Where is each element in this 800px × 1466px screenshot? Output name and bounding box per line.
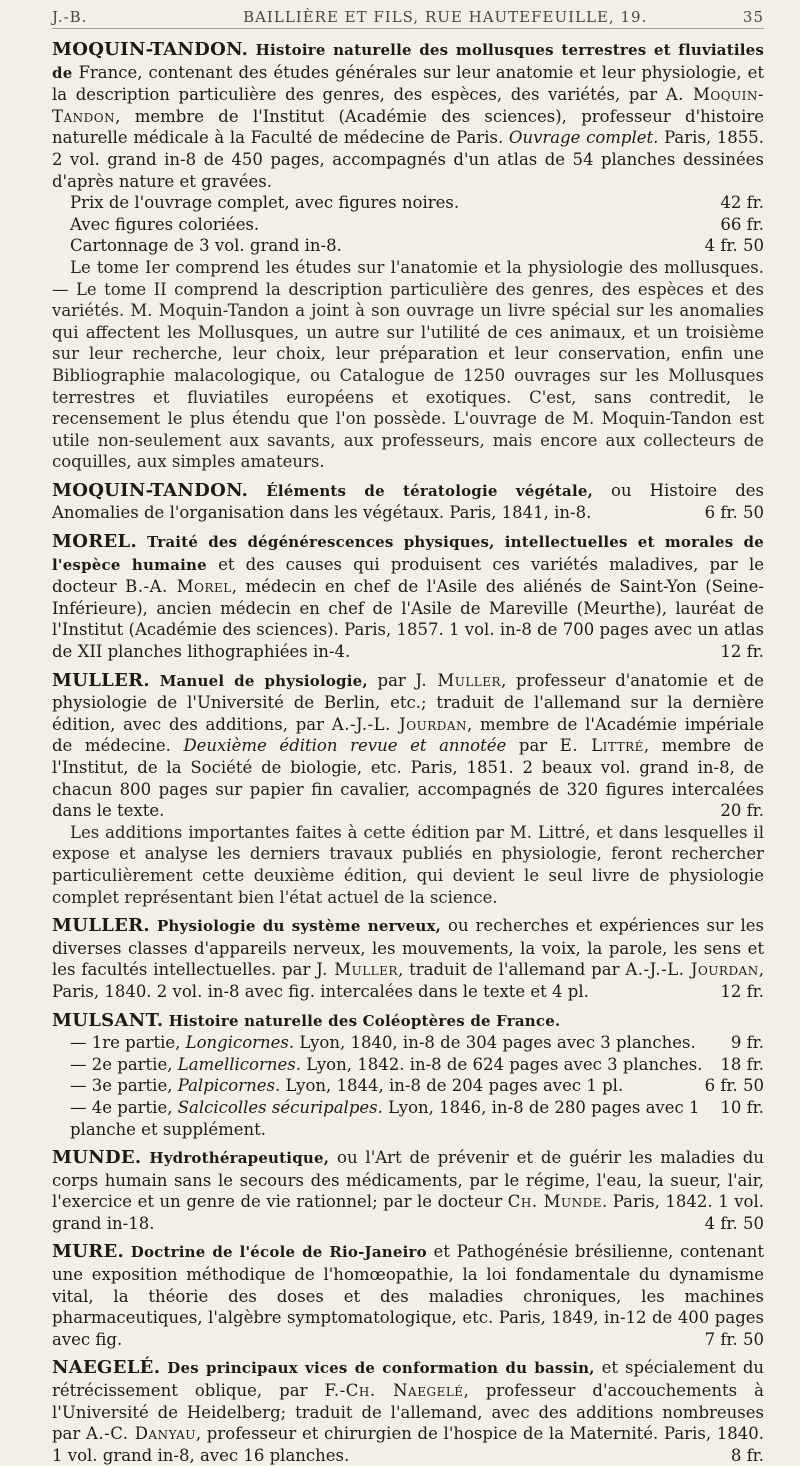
entry-body-5: , membre de l'Institut, de la Société de biologie, etc. Paris, 1851. 2 beaux vol. grand in-8, de chacun 800 pages sur papier fin cavalier, accompagnés de 320 figures intercalées dans le texte.	[52, 736, 764, 821]
entry-text	[52, 1147, 764, 1234]
entry-body-3: , membre de l'Académie impériale de médecine.	[52, 714, 765, 756]
volume-price: 6 fr. 50	[704, 1076, 764, 1096]
author-name: MOQUIN-TANDON.	[52, 479, 249, 501]
entry-body: ou recherches et expériences sur les diverses classes d'appareils nerveux, les mouvements, la voix, la parole, les sens et les facultés intellectuelles. par	[52, 916, 764, 980]
price-row	[52, 214, 764, 236]
volume-part: partie,	[125, 1033, 181, 1053]
entry-work-type: Ouvrage complet.	[508, 128, 659, 148]
header-title: BAILLIÈRE ET FILS, RUE HAUTEFEUILLE, 19.	[243, 8, 648, 26]
price-amount: 66 fr.	[720, 214, 764, 234]
entry-body-2: , traduit de l'allemand par	[397, 960, 620, 980]
volume-ordinal: 3e	[91, 1076, 113, 1096]
price-row	[52, 235, 764, 257]
catalogue-entry	[52, 1010, 764, 1141]
volume-row	[52, 1075, 764, 1097]
author-name: MULSANT.	[52, 1009, 164, 1031]
entry-body: et spécialement du rétrécissement oblique, par	[52, 1358, 765, 1401]
entry-note: Les additions importantes faites à cette édition par M. Littré, et dans lesquelles il expose et analyse les derniers travaux publiés en physiologie, feront rechercher particulièrement cette deuxième édition, qui devient le seul livre de physiologie complet représentant bien l'état actuel de la science.	[52, 822, 764, 907]
author-name: MULLER.	[52, 669, 150, 691]
volume-ordinal: 2e	[91, 1054, 113, 1074]
entry-body: et des causes qui produisent ces variétés maladives, par le docteur	[52, 554, 764, 597]
volume-row	[52, 1097, 764, 1140]
entry-body: par	[377, 670, 406, 690]
volume-details: Lyon, 1844, in-8 de 204 pages avec 1 pl.	[285, 1076, 624, 1096]
entry-title: Traité des dégénérescences physiques, intellectuelles et morales de l'espèce humaine	[52, 533, 764, 574]
entry-body-2: , professeur d'anatomie et de physiologie de l'Université de Berlin, etc.; traduit de l'allemand sur la dernière édition, avec des additions, par	[52, 670, 764, 734]
header-left: J.-B.	[52, 8, 88, 26]
entry-body-2: , médecin en chef de l'Asile des aliénés de Saint-Yon (Seine-Inférieure), ancien médecin en chef de l'Asile de Mareville (Meurthe), lauréat de l'Institut (Académie des sciences). Paris, 1857. 1 vol. in-8 de 700 pages avec un atlas de XII planches lithographiées in-4.	[52, 577, 764, 662]
catalogue-entries	[52, 39, 764, 1466]
volume-dash: —	[70, 1076, 87, 1096]
entry-translator: A.-J.-L. Jourdan	[331, 714, 468, 734]
entry-title: Doctrine de l'école de Rio-Janeiro	[130, 1243, 427, 1262]
catalogue-entry	[52, 670, 764, 909]
volume-ordinal: 4e	[91, 1097, 113, 1117]
entry-author: J. Muller	[415, 670, 502, 690]
entry-note: Le tome Ier comprend les études sur l'anatomie et la physiologie des mollusques. — Le tome II comprend la description particulière des genres, des espèces et des variétés. M. Moquin-Tandon a joint à son ouvrage un livre spécial sur les anomalies qui affectent les Mollusques, un autre sur l'utilité de ces animaux, et un troisième sur leur recherche, leur choix, leur préparation et leur conservation, enfin une Bibliographie malacologique, ou Catalogue de 1250 ouvrages sur les Mollusques terrestres et fluviatiles européens et exotiques. C'est, sans contredit, le recensement le plus étendu que l'on possède. L'ouvrage de M. Moquin-Tandon est utile non-seulement aux savants, aux professeurs, mais encore aux collecteurs de coquilles, aux simples amateurs.	[52, 257, 764, 472]
author-name: MOQUIN-TANDON.	[52, 39, 249, 60]
volume-price: 10 fr.	[720, 1097, 764, 1117]
volume-title: Longicornes.	[185, 1033, 295, 1053]
entry-text	[52, 1010, 764, 1033]
entry-body: ou l'Art de prévenir et de guérir les maladies du corps humain sans le secours des médicaments, par le régime, l'eau, la sueur, l'air, l'exercice et un genre de vie rationnel; par le docteur	[52, 1148, 764, 1212]
running-header	[52, 8, 764, 29]
entry-title: Éléments de tératologie végétale,	[266, 481, 594, 500]
entry-body-2: . Paris, 1842. 1 vol. grand in-18.	[52, 1192, 765, 1233]
entry-body: France, contenant des études générales sur leur anatomie et leur physiologie, et la description particulière des genres, des espèces, des variétés, par	[52, 62, 764, 105]
entry-author: F.-Ch. Naegelé	[324, 1381, 464, 1401]
volume-details: Lyon, 1842. in-8 de 624 pages avec 3 planches.	[306, 1054, 703, 1074]
entry-publication: Paris, 1855. 2 vol. grand in-8 de 450 pages, accompagnés d'un atlas de 54 planches dessinées d'après nature et gravées.	[52, 128, 765, 191]
volume-dash: —	[70, 1097, 87, 1117]
entry-body-3: , professeur et chirurgien de l'hospice de la Maternité. Paris, 1840. 1 vol. grand in-8, avec 16 planches.	[52, 1424, 764, 1465]
volume-title: Palpicornes.	[177, 1076, 281, 1096]
entry-body-2: , professeur d'accouchements à l'Université de Heidelberg; traduit de l'allemand, avec des additions nombreuses par	[52, 1381, 765, 1444]
author-name: MOREL.	[52, 531, 138, 553]
entry-edition: Deuxième édition revue et annotée	[183, 736, 507, 756]
catalogue-entry	[52, 480, 764, 524]
entry-text	[52, 670, 764, 822]
entry-price: 8 fr.	[730, 1445, 764, 1465]
volume-dash: —	[70, 1033, 87, 1053]
entry-body-3: , Paris, 1840. 2 vol. in-8 avec fig. intercalées dans le texte et 4 pl.	[52, 960, 764, 1001]
entry-price: 12 fr.	[720, 642, 764, 662]
volume-row	[52, 1054, 764, 1076]
author-name: MURE.	[52, 1241, 125, 1263]
entry-price: 4 fr. 50	[704, 1213, 764, 1233]
catalogue-entry	[52, 1357, 764, 1466]
price-amount: 4 fr. 50	[704, 236, 764, 256]
entry-text	[52, 1357, 764, 1466]
catalogue-entry	[52, 1147, 764, 1234]
price-amount: 42 fr.	[720, 193, 764, 213]
entry-price: 12 fr.	[720, 981, 764, 1001]
entry-title: Physiologie du système nerveux,	[156, 917, 442, 936]
catalogue-entry	[52, 1241, 764, 1350]
price-label: Prix de l'ouvrage complet, avec figures noires.	[70, 193, 460, 213]
entry-translator: A.-C. Danyau	[86, 1424, 196, 1444]
author-name: NAEGELÉ.	[52, 1357, 161, 1379]
volume-details: Lyon, 1840, in-8 de 304 pages avec 3 planches.	[299, 1033, 696, 1053]
entry-translator: A.-J.-L. Jourdan	[625, 960, 759, 980]
entry-body-2: , membre de l'Institut (Académie des sciences), professeur d'histoire naturelle médicale à la Faculté de médecine de Paris.	[52, 106, 764, 148]
page-number: 35	[742, 8, 764, 26]
entry-text	[52, 1241, 764, 1350]
entry-price: 6 fr. 50	[704, 503, 764, 523]
volume-details: Lyon, 1846, in-8 de 280 pages avec 1 planche et supplément.	[70, 1097, 700, 1139]
volume-ordinal: 1re	[91, 1033, 120, 1053]
entry-editor: E. Littré	[559, 736, 644, 756]
entry-price: 7 fr. 50	[704, 1329, 764, 1349]
entry-title: Histoire naturelle des Coléoptères de France.	[168, 1011, 561, 1030]
price-row	[52, 192, 764, 214]
catalogue-entry	[52, 39, 764, 473]
volume-part: partie,	[117, 1097, 173, 1117]
entry-author: A. Moquin-Tandon	[52, 85, 764, 126]
entry-author: Ch. Munde	[507, 1192, 603, 1212]
entry-title: Hydrothérapeutique,	[149, 1149, 330, 1168]
volume-dash: —	[70, 1054, 87, 1074]
entry-body-4: par	[518, 736, 548, 756]
entry-text	[52, 531, 764, 663]
catalogue-entry	[52, 915, 764, 1002]
entry-text	[52, 39, 764, 192]
price-label: Avec figures coloriées.	[70, 214, 260, 234]
entry-author: J. Muller	[316, 960, 398, 980]
author-name: MULLER.	[52, 915, 150, 937]
price-label: Cartonnage de 3 vol. grand in-8.	[70, 236, 342, 256]
entry-author: B.-A. Morel	[125, 577, 232, 597]
catalogue-entry	[52, 531, 764, 663]
entry-text	[52, 915, 764, 1002]
entry-body: ou Histoire des Anomalies de l'organisation dans les végétaux. Paris, 1841, in-8.	[52, 480, 764, 523]
entry-title: Manuel de physiologie,	[159, 671, 368, 690]
volume-part: partie,	[117, 1054, 173, 1074]
entry-price: 20 fr.	[720, 801, 764, 821]
volume-row	[52, 1032, 764, 1054]
author-name: MUNDE.	[52, 1147, 142, 1169]
volume-title: Lamellicornes.	[177, 1054, 301, 1074]
volume-part: partie,	[117, 1076, 173, 1096]
volume-title: Salcicolles sécuripalpes.	[177, 1097, 383, 1117]
volume-price: 18 fr.	[720, 1054, 764, 1074]
volume-price: 9 fr.	[730, 1033, 764, 1053]
entry-body: et Pathogénésie brésilienne, contenant une exposition méthodique de l'homœopathie, la loi fondamentale du dynamisme vital, la théorie des doses et des maladies chroniques, les machines pharmaceutiques, l'algèbre symptomatologique, etc. Paris, 1849, in-12 de 400 pages avec fig.	[52, 1242, 765, 1349]
entry-text	[52, 480, 764, 524]
entry-title: Des principaux vices de conformation du bassin,	[167, 1359, 595, 1378]
entry-title: Histoire naturelle des mollusques terrestres et fluviatiles de	[52, 41, 765, 82]
